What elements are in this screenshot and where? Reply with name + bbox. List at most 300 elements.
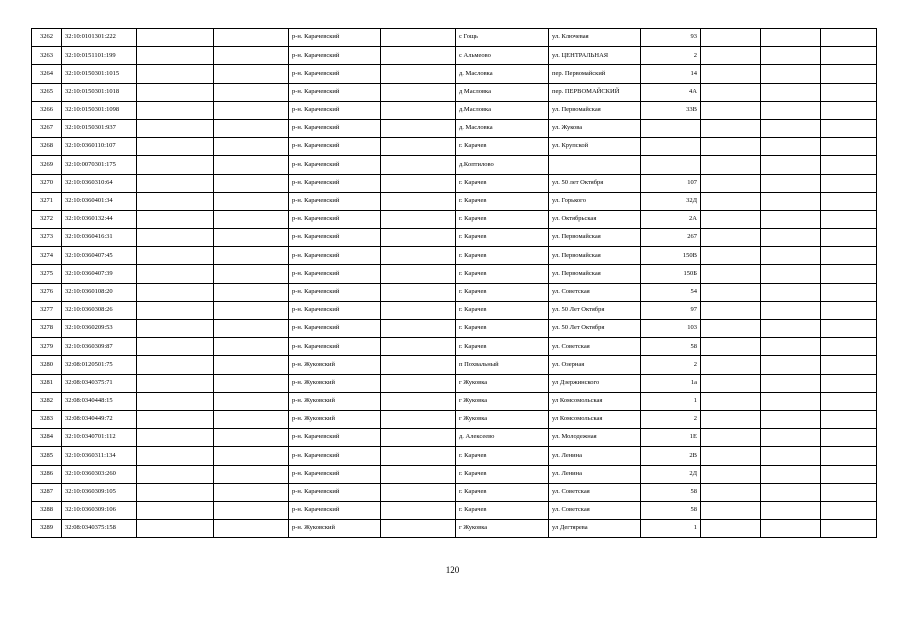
table-row <box>32 65 877 83</box>
empty-cell <box>821 47 877 65</box>
locality-cell: г Жуковка <box>456 374 549 392</box>
empty-cell <box>701 210 761 228</box>
empty-cell <box>821 429 877 447</box>
empty-cell <box>701 265 761 283</box>
empty-cell <box>821 210 877 228</box>
empty-cell <box>701 101 761 119</box>
empty-cell <box>381 283 456 301</box>
empty-cell <box>381 174 456 192</box>
empty-cell <box>214 47 289 65</box>
district-cell: р-н. Жуковский <box>289 374 381 392</box>
empty-cell <box>761 392 821 410</box>
empty-cell <box>137 65 214 83</box>
empty-cell <box>381 410 456 428</box>
street-cell: ул. ЦЕНТРАЛЬНАЯ <box>549 47 641 65</box>
locality-cell: с Гощь <box>456 29 549 47</box>
empty-cell <box>214 138 289 156</box>
empty-cell <box>821 301 877 319</box>
locality-cell: п Похвальный <box>456 356 549 374</box>
street-cell: ул. Советская <box>549 483 641 501</box>
empty-cell <box>701 501 761 519</box>
house-number-cell: 33В <box>641 101 701 119</box>
row-number-cell: 3288 <box>32 501 62 519</box>
empty-cell <box>701 338 761 356</box>
empty-cell <box>381 29 456 47</box>
house-number-cell: 93 <box>641 29 701 47</box>
empty-cell <box>821 101 877 119</box>
district-cell: р-н. Жуковский <box>289 410 381 428</box>
locality-cell: г Жуковка <box>456 410 549 428</box>
empty-cell <box>214 520 289 538</box>
row-number-cell: 3289 <box>32 520 62 538</box>
cadastral-number-cell: 32:10:0360309:105 <box>62 483 137 501</box>
empty-cell <box>381 229 456 247</box>
empty-cell <box>761 265 821 283</box>
cadastral-number-cell: 32:08:0340448:15 <box>62 392 137 410</box>
empty-cell <box>701 138 761 156</box>
district-cell: р-н. Жуковский <box>289 392 381 410</box>
empty-cell <box>137 338 214 356</box>
locality-cell: г. Карачев <box>456 501 549 519</box>
cadastral-number-cell: 32:10:0101301:222 <box>62 29 137 47</box>
empty-cell <box>761 65 821 83</box>
district-cell: р-н. Карачевский <box>289 156 381 174</box>
table-row <box>32 283 877 301</box>
house-number-cell: 1 <box>641 392 701 410</box>
row-number-cell: 3276 <box>32 283 62 301</box>
row-number-cell: 3268 <box>32 138 62 156</box>
house-number-cell <box>641 138 701 156</box>
page-number: 120 <box>445 565 460 575</box>
empty-cell <box>381 65 456 83</box>
table-row <box>32 501 877 519</box>
row-number-cell: 3279 <box>32 338 62 356</box>
row-number-cell: 3262 <box>32 29 62 47</box>
house-number-cell: 2В <box>641 447 701 465</box>
row-number-cell: 3274 <box>32 247 62 265</box>
empty-cell <box>137 192 214 210</box>
row-number-cell: 3278 <box>32 320 62 338</box>
empty-cell <box>137 447 214 465</box>
street-cell: ул. Советская <box>549 338 641 356</box>
empty-cell <box>137 356 214 374</box>
empty-cell <box>701 47 761 65</box>
district-cell: р-н. Карачевский <box>289 447 381 465</box>
empty-cell <box>381 138 456 156</box>
house-number-cell: 2Д <box>641 465 701 483</box>
district-cell: р-н. Карачевский <box>289 210 381 228</box>
table-row <box>32 29 877 47</box>
table-row <box>32 83 877 101</box>
cadastral-number-cell: 32:10:0150301:1018 <box>62 83 137 101</box>
empty-cell <box>214 356 289 374</box>
empty-cell <box>214 229 289 247</box>
empty-cell <box>214 410 289 428</box>
locality-cell: г. Карачев <box>456 265 549 283</box>
register-table <box>31 28 877 538</box>
cadastral-number-cell: 32:08:0120501:75 <box>62 356 137 374</box>
empty-cell <box>381 156 456 174</box>
empty-cell <box>137 138 214 156</box>
table-row <box>32 192 877 210</box>
row-number-cell: 3282 <box>32 392 62 410</box>
empty-cell <box>821 138 877 156</box>
empty-cell <box>761 465 821 483</box>
cadastral-number-cell: 32:10:0360309:87 <box>62 338 137 356</box>
empty-cell <box>701 429 761 447</box>
empty-cell <box>701 156 761 174</box>
row-number-cell: 3277 <box>32 301 62 319</box>
street-cell: ул. Первомайская <box>549 265 641 283</box>
empty-cell <box>821 83 877 101</box>
district-cell: р-н. Карачевский <box>289 429 381 447</box>
table-row <box>32 520 877 538</box>
empty-cell <box>137 119 214 137</box>
street-cell: ул. Октябрьская <box>549 210 641 228</box>
empty-cell <box>761 138 821 156</box>
empty-cell <box>214 283 289 301</box>
empty-cell <box>214 210 289 228</box>
cadastral-number-cell: 32:10:0360110:107 <box>62 138 137 156</box>
empty-cell <box>761 356 821 374</box>
street-cell: ул. Озерная <box>549 356 641 374</box>
row-number-cell: 3263 <box>32 47 62 65</box>
empty-cell <box>381 265 456 283</box>
empty-cell <box>761 483 821 501</box>
house-number-cell: 1а <box>641 374 701 392</box>
street-cell: ул. Первомайская <box>549 101 641 119</box>
locality-cell: г Жуковка <box>456 520 549 538</box>
empty-cell <box>821 119 877 137</box>
empty-cell <box>761 501 821 519</box>
house-number-cell: 2 <box>641 410 701 428</box>
house-number-cell: 150В <box>641 247 701 265</box>
empty-cell <box>761 429 821 447</box>
district-cell: р-н. Жуковский <box>289 356 381 374</box>
empty-cell <box>761 229 821 247</box>
house-number-cell <box>641 119 701 137</box>
row-number-cell: 3281 <box>32 374 62 392</box>
empty-cell <box>214 156 289 174</box>
street-cell: ул. 50 Лет Октября <box>549 301 641 319</box>
empty-cell <box>381 192 456 210</box>
empty-cell <box>701 174 761 192</box>
empty-cell <box>214 119 289 137</box>
table-row <box>32 483 877 501</box>
empty-cell <box>761 156 821 174</box>
house-number-cell: 107 <box>641 174 701 192</box>
empty-cell <box>137 247 214 265</box>
empty-cell <box>821 265 877 283</box>
district-cell: р-н. Карачевский <box>289 192 381 210</box>
empty-cell <box>381 501 456 519</box>
empty-cell <box>761 410 821 428</box>
house-number-cell: 4А <box>641 83 701 101</box>
cadastral-number-cell: 32:10:0360310:64 <box>62 174 137 192</box>
row-number-cell: 3269 <box>32 156 62 174</box>
locality-cell: д. Масловка <box>456 65 549 83</box>
empty-cell <box>137 210 214 228</box>
district-cell: р-н. Карачевский <box>289 483 381 501</box>
table-row <box>32 320 877 338</box>
street-cell: ул. Крупской <box>549 138 641 156</box>
row-number-cell: 3286 <box>32 465 62 483</box>
empty-cell <box>761 320 821 338</box>
street-cell: пер. ПЕРВОМАЙСКИЙ <box>549 83 641 101</box>
empty-cell <box>701 483 761 501</box>
locality-cell: г. Карачев <box>456 247 549 265</box>
table-row <box>32 174 877 192</box>
cadastral-number-cell: 32:10:0360416:31 <box>62 229 137 247</box>
locality-cell: д. Масловка <box>456 119 549 137</box>
table-row <box>32 119 877 137</box>
empty-cell <box>381 356 456 374</box>
empty-cell <box>701 247 761 265</box>
empty-cell <box>214 501 289 519</box>
empty-cell <box>821 338 877 356</box>
empty-cell <box>137 320 214 338</box>
district-cell: р-н. Карачевский <box>289 119 381 137</box>
empty-cell <box>381 83 456 101</box>
house-number-cell: 103 <box>641 320 701 338</box>
district-cell: р-н. Карачевский <box>289 174 381 192</box>
row-number-cell: 3287 <box>32 483 62 501</box>
street-cell: ул. Первомайская <box>549 229 641 247</box>
cadastral-number-cell: 32:10:0360132:44 <box>62 210 137 228</box>
district-cell: р-н. Карачевский <box>289 47 381 65</box>
empty-cell <box>761 119 821 137</box>
empty-cell <box>701 356 761 374</box>
empty-cell <box>137 101 214 119</box>
empty-cell <box>701 283 761 301</box>
empty-cell <box>701 192 761 210</box>
table-row <box>32 374 877 392</box>
locality-cell: г. Карачев <box>456 138 549 156</box>
cadastral-number-cell: 32:10:0360303:260 <box>62 465 137 483</box>
row-number-cell: 3272 <box>32 210 62 228</box>
street-cell: ул Дзержинского <box>549 374 641 392</box>
cadastral-number-cell: 32:10:0070301:175 <box>62 156 137 174</box>
table-row <box>32 392 877 410</box>
empty-cell <box>821 410 877 428</box>
empty-cell <box>214 429 289 447</box>
locality-cell: г. Карачев <box>456 320 549 338</box>
row-number-cell: 3267 <box>32 119 62 137</box>
empty-cell <box>821 247 877 265</box>
locality-cell: г. Карачев <box>456 229 549 247</box>
locality-cell: г. Карачев <box>456 210 549 228</box>
table-row <box>32 356 877 374</box>
row-number-cell: 3280 <box>32 356 62 374</box>
empty-cell <box>214 65 289 83</box>
empty-cell <box>821 447 877 465</box>
house-number-cell: 1 <box>641 520 701 538</box>
cadastral-number-cell: 32:10:0360309:106 <box>62 501 137 519</box>
empty-cell <box>821 29 877 47</box>
cadastral-number-cell: 32:10:0150301:1098 <box>62 101 137 119</box>
district-cell: р-н. Карачевский <box>289 265 381 283</box>
street-cell: ул. Молодежная <box>549 429 641 447</box>
empty-cell <box>761 283 821 301</box>
empty-cell <box>761 29 821 47</box>
empty-cell <box>381 247 456 265</box>
street-cell <box>549 156 641 174</box>
empty-cell <box>214 265 289 283</box>
empty-cell <box>381 320 456 338</box>
locality-cell: с Альмеово <box>456 47 549 65</box>
empty-cell <box>137 301 214 319</box>
street-cell: ул. Первомайская <box>549 247 641 265</box>
locality-cell: д.Коптилово <box>456 156 549 174</box>
empty-cell <box>214 83 289 101</box>
empty-cell <box>381 392 456 410</box>
empty-cell <box>821 192 877 210</box>
district-cell: р-н. Карачевский <box>289 247 381 265</box>
empty-cell <box>137 374 214 392</box>
district-cell: р-н. Карачевский <box>289 301 381 319</box>
empty-cell <box>214 192 289 210</box>
locality-cell: г. Карачев <box>456 301 549 319</box>
empty-cell <box>137 501 214 519</box>
district-cell: р-н. Карачевский <box>289 138 381 156</box>
empty-cell <box>214 301 289 319</box>
street-cell: ул. Советская <box>549 283 641 301</box>
table-row <box>32 265 877 283</box>
row-number-cell: 3273 <box>32 229 62 247</box>
empty-cell <box>214 174 289 192</box>
row-number-cell: 3275 <box>32 265 62 283</box>
empty-cell <box>701 65 761 83</box>
street-cell: ул Комсомольская <box>549 392 641 410</box>
street-cell: ул. Жукова <box>549 119 641 137</box>
table-row <box>32 138 877 156</box>
locality-cell: г. Карачев <box>456 174 549 192</box>
street-cell: ул. 50 лет Октября <box>549 174 641 192</box>
row-number-cell: 3270 <box>32 174 62 192</box>
house-number-cell: 14 <box>641 65 701 83</box>
empty-cell <box>137 410 214 428</box>
empty-cell <box>381 374 456 392</box>
empty-cell <box>214 447 289 465</box>
house-number-cell: 58 <box>641 501 701 519</box>
empty-cell <box>137 392 214 410</box>
empty-cell <box>381 447 456 465</box>
empty-cell <box>701 320 761 338</box>
empty-cell <box>701 301 761 319</box>
street-cell: ул. Горького <box>549 192 641 210</box>
locality-cell: г. Карачев <box>456 283 549 301</box>
empty-cell <box>381 465 456 483</box>
empty-cell <box>701 392 761 410</box>
house-number-cell: 2 <box>641 356 701 374</box>
locality-cell: д.Масловка <box>456 101 549 119</box>
empty-cell <box>821 229 877 247</box>
cadastral-number-cell: 32:10:0360209:53 <box>62 320 137 338</box>
empty-cell <box>701 410 761 428</box>
empty-cell <box>821 320 877 338</box>
cadastral-number-cell: 32:10:0360311:134 <box>62 447 137 465</box>
row-number-cell: 3285 <box>32 447 62 465</box>
empty-cell <box>381 47 456 65</box>
locality-cell: г. Карачев <box>456 192 549 210</box>
table-row <box>32 301 877 319</box>
row-number-cell: 3271 <box>32 192 62 210</box>
empty-cell <box>821 283 877 301</box>
empty-cell <box>381 429 456 447</box>
locality-cell: г. Карачев <box>456 483 549 501</box>
table-row <box>32 101 877 119</box>
street-cell: пер. Первомайский <box>549 65 641 83</box>
district-cell: р-н. Карачевский <box>289 283 381 301</box>
empty-cell <box>761 192 821 210</box>
empty-cell <box>381 101 456 119</box>
empty-cell <box>137 283 214 301</box>
cadastral-number-cell: 32:10:0360108:20 <box>62 283 137 301</box>
table-row <box>32 156 877 174</box>
empty-cell <box>214 247 289 265</box>
house-number-cell: 58 <box>641 483 701 501</box>
empty-cell <box>761 447 821 465</box>
row-number-cell: 3284 <box>32 429 62 447</box>
table-row <box>32 247 877 265</box>
cadastral-number-cell: 32:08:0340375:71 <box>62 374 137 392</box>
empty-cell <box>214 29 289 47</box>
empty-cell <box>821 174 877 192</box>
empty-cell <box>761 301 821 319</box>
empty-cell <box>821 356 877 374</box>
table-row <box>32 47 877 65</box>
empty-cell <box>214 101 289 119</box>
cadastral-number-cell: 32:10:0150301:937 <box>62 119 137 137</box>
street-cell: ул. Ленина <box>549 447 641 465</box>
empty-cell <box>761 520 821 538</box>
empty-cell <box>761 47 821 65</box>
table-row <box>32 410 877 428</box>
empty-cell <box>137 483 214 501</box>
district-cell: р-н. Жуковский <box>289 520 381 538</box>
street-cell: ул. Ленина <box>549 465 641 483</box>
table-row <box>32 210 877 228</box>
locality-cell: д. Алексеево <box>456 429 549 447</box>
empty-cell <box>381 210 456 228</box>
empty-cell <box>821 65 877 83</box>
empty-cell <box>821 483 877 501</box>
empty-cell <box>214 374 289 392</box>
cadastral-number-cell: 32:10:0360407:45 <box>62 247 137 265</box>
empty-cell <box>214 392 289 410</box>
district-cell: р-н. Карачевский <box>289 65 381 83</box>
table-row <box>32 429 877 447</box>
empty-cell <box>701 465 761 483</box>
cadastral-number-cell: 32:10:0360407:39 <box>62 265 137 283</box>
empty-cell <box>761 210 821 228</box>
locality-cell: г Жуковка <box>456 392 549 410</box>
house-number-cell <box>641 156 701 174</box>
empty-cell <box>701 29 761 47</box>
empty-cell <box>701 520 761 538</box>
empty-cell <box>821 156 877 174</box>
house-number-cell: 97 <box>641 301 701 319</box>
street-cell: ул. Ключевая <box>549 29 641 47</box>
district-cell: р-н. Карачевский <box>289 229 381 247</box>
empty-cell <box>821 501 877 519</box>
house-number-cell: 2 <box>641 47 701 65</box>
empty-cell <box>701 229 761 247</box>
cadastral-number-cell: 32:10:0360401:34 <box>62 192 137 210</box>
house-number-cell: 1Е <box>641 429 701 447</box>
empty-cell <box>214 338 289 356</box>
cadastral-number-cell: 32:10:0360308:26 <box>62 301 137 319</box>
